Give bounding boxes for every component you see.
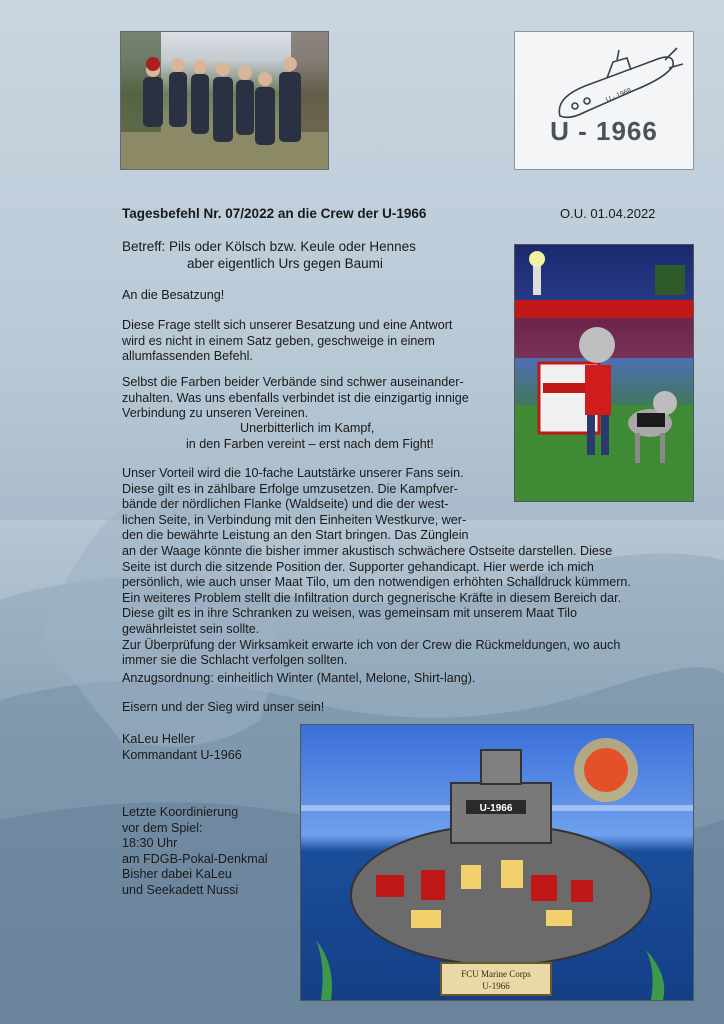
- crew-photo: [120, 31, 329, 170]
- u1966-logo: [514, 31, 694, 170]
- coordination-note: [122, 805, 268, 899]
- coordination-line: Bisher dabei KaLeu: [122, 867, 232, 882]
- greeting: An die Besatzung!: [122, 288, 225, 302]
- closing-line: Eisern und der Sieg wird unser sein!: [122, 700, 325, 714]
- motto-line-2: in den Farben vereint – erst nach dem Fight!: [186, 436, 434, 451]
- submarine-cartoon-image: [300, 724, 694, 1001]
- paragraph-2: [122, 375, 469, 422]
- submarine-cartoon-illustration: [301, 725, 693, 1000]
- coordination-line: 18:30 Uhr: [122, 836, 178, 851]
- paragraph-line: Selbst die Farben beider Verbände sind schwer auseinander-: [122, 375, 464, 389]
- submarine-icon: [515, 38, 693, 128]
- subject: [122, 238, 416, 272]
- signature: [122, 732, 242, 763]
- logo-title: U - 1966: [550, 116, 658, 146]
- paragraph-line: wird es nicht in einem Satz geben, geschweige in einem: [122, 333, 435, 348]
- crew-group-photo: [121, 32, 328, 169]
- paragraph-line: bände der nördlichen Flanke (Waldseite) und die der west-: [122, 497, 449, 512]
- paragraph-line: Unser Vorteil wird die 10-fache Lautstärke unserer Fans sein.: [122, 466, 464, 480]
- coordination-line: vor dem Spiel:: [122, 820, 203, 835]
- paragraph-line: den die bewährte Leistung an den Start bringen. Das Zünglein: [122, 528, 469, 543]
- coordination-line: Letzte Koordinierung: [122, 805, 239, 819]
- subject-line-1: Betreff: Pils oder Kölsch bzw. Keule oder Hennes: [122, 239, 416, 254]
- paragraph-line: lichen Seite, in Verbindung mit den Einheiten Westkurve, wer-: [122, 512, 467, 527]
- paragraph-line: gewährleistet sein sollte.: [122, 621, 260, 636]
- paragraph-line: Diese Frage stellt sich unserer Besatzung und eine Antwort: [122, 318, 453, 332]
- signature-name: KaLeu Heller: [122, 732, 195, 746]
- signature-role: Kommandant U-1966: [122, 747, 242, 762]
- paragraph-line: Verbindung zu unseren Vereinen.: [122, 406, 309, 421]
- document-date: O.U. 01.04.2022: [560, 206, 656, 221]
- coordination-line: am FDGB-Pokal-Denkmal: [122, 851, 268, 866]
- fan-cartoon-illustration: [515, 245, 693, 501]
- plaque-line-1: FCU Marine Corps: [461, 969, 531, 979]
- paragraph-line: immer sie die Schlacht verfolgen sollten.: [122, 653, 348, 668]
- motto-line-1: Unerbitterlich im Kampf,: [240, 421, 375, 435]
- dress-code: Anzugsordnung: einheitlich Winter (Mantel, Melone, Shirt-lang).: [122, 671, 476, 685]
- page-title: Tagesbefehl Nr. 07/2022 an die Crew der U-1966: [122, 206, 427, 221]
- paragraph-line: Zur Überprüfung der Wirksamkeit erwarte ich von der Crew die Rückmeldungen, wo auch: [122, 637, 621, 652]
- paragraph-line: allumfassenden Befehl.: [122, 349, 253, 364]
- paragraph-1: [122, 318, 452, 365]
- paragraph-line: an der Waage könnte die bisher immer akustisch schwächere Ostseite darstellen. Diese: [122, 543, 613, 558]
- plaque-line-2: U-1966: [482, 981, 510, 991]
- paragraph-line: Diese gilt es in ihre Schranken zu weisen, was gemeinsam mit unserem Maat Tilo: [122, 606, 577, 621]
- coordination-line: und Seekadett Nussi: [122, 882, 239, 897]
- paragraph-line: zuhalten. Was uns ebenfalls verbindet ist die einzigartig innige: [122, 390, 469, 405]
- paragraph-line: Ein weiteres Problem stellt die Infiltration durch gegnerische Kräfte in diesem Bereich dar.: [122, 590, 622, 605]
- submarine-hull-label: U-1966: [479, 803, 513, 814]
- paragraph-line: Seite ist durch die sitzende Position der. Supporter gehandicapt. Hier werde ich mich: [122, 559, 594, 574]
- paragraph-line: Diese gilt es in zählbare Erfolge umzusetzen. Die Kampfver-: [122, 481, 458, 496]
- subject-line-2: aber eigentlich Urs gegen Baumi: [187, 256, 383, 271]
- logo-hull-label: U - 1966: [605, 87, 633, 104]
- fan-cartoon-image: [514, 244, 694, 502]
- motto: [150, 421, 510, 452]
- paragraph-line: persönlich, wie auch unser Maat Tilo, um den notwendigen erhöhten Schalldruck kümmern.: [122, 575, 631, 590]
